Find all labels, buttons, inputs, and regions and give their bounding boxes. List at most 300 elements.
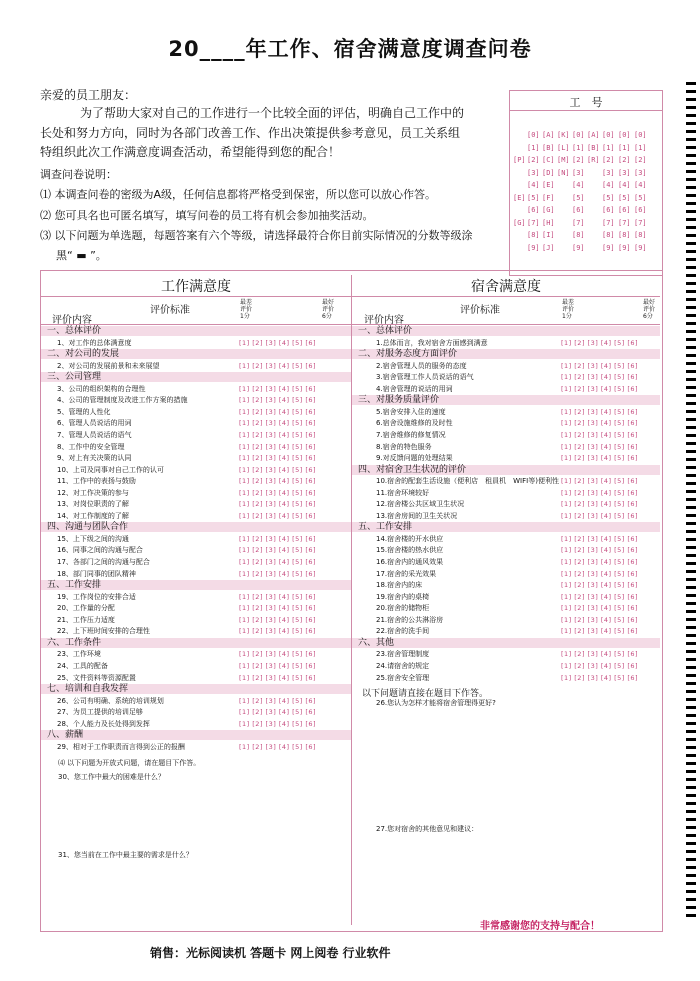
question-text: 5、管理的人性化 [57,407,111,416]
section-header: 二、对公司的发展 [41,349,351,359]
id-bubble[interactable]: [1] [602,143,615,152]
rating-bubbles[interactable]: [1] [2] [3] [4] [5] [6] [239,407,317,416]
section-header: 八、薪酬 [41,730,351,740]
high-score-line: 最好 [322,299,335,306]
low-score-label [240,299,252,320]
rating-bubbles[interactable]: [1] [2] [3] [4] [5] [6] [239,615,317,624]
question-row [352,603,660,613]
question-row [352,488,660,498]
rating-bubbles[interactable]: [1] [2] [3] [4] [5] [6] [239,708,317,717]
rating-bubbles[interactable]: [1] [2] [3] [4] [5] [6] [239,338,317,347]
id-bubble[interactable]: [7] [634,218,647,227]
intro-line: 特组织此次工作满意度调查活动，希望能得到您的配合！ [40,145,341,159]
timing-mark [686,434,696,437]
question-text: 22、上下班时间安排的合理性 [57,627,150,636]
timing-mark [686,754,696,757]
id-bubble[interactable]: [2] [572,156,585,164]
id-bubble[interactable]: [2] [602,156,615,164]
timing-mark [686,362,696,365]
rating-bubbles[interactable]: [1] [2] [3] [4] [5] [6] [561,627,639,636]
question-row [41,418,351,428]
timing-mark [686,458,696,461]
timing-mark [686,186,696,189]
rating-bubbles[interactable]: [1] [2] [3] [4] [5] [6] [239,661,317,670]
id-bubble[interactable]: [8] [634,231,647,239]
question-row [352,372,660,382]
rating-bubbles[interactable]: [1] [2] [3] [4] [5] [6] [239,488,317,497]
timing-mark [686,746,696,749]
timing-mark [686,306,696,309]
rating-bubbles[interactable]: [1] [2] [3] [4] [5] [6] [239,569,317,578]
timing-mark [686,298,696,301]
timing-mark [686,626,696,629]
open-question-note: ⑷ 以下问题为开放式问题，请在题目下作答。 [58,759,201,767]
question-text: 7、管理人员说话的语气 [57,430,132,439]
id-bubble[interactable]: [2] [527,156,540,164]
section-header: 二、对服务态度方面评价 [352,349,660,359]
timing-mark [686,242,696,245]
question-text: 20、工作量的分配 [57,604,115,613]
work-section-heading: 工作满意度 [161,279,231,295]
id-bubble[interactable]: [2] [634,156,647,164]
id-bubble[interactable]: [A] [587,131,600,139]
section-header: 五、工作安排 [352,522,660,532]
id-bubble[interactable]: [1] [618,143,631,152]
question-row [352,673,660,683]
question-text: 3、公司的组织架构的合理性 [57,384,146,393]
question-text: 15、上下级之间的沟通 [57,534,129,543]
timing-mark [686,410,696,413]
rating-bubbles[interactable]: [1] [2] [3] [4] [5] [6] [239,719,317,728]
question-text: 12、对工作决策的参与 [57,488,129,497]
question-row [41,338,351,348]
id-bubble[interactable]: [5] [527,193,540,202]
rating-bubbles[interactable]: [1] [2] [3] [4] [5] [6] [239,534,317,543]
rating-bubbles[interactable]: [1] [2] [3] [4] [5] [6] [239,696,317,705]
id-bubble[interactable]: [7] [527,218,540,227]
rating-bubbles[interactable]: [1] [2] [3] [4] [5] [6] [561,373,639,382]
id-bubble[interactable]: [0] [527,131,540,139]
content-label: 评价内容 [52,315,92,326]
rating-bubbles[interactable]: [1] [2] [3] [4] [5] [6] [561,592,639,601]
rating-bubbles[interactable]: [1] [2] [3] [4] [5] [6] [561,338,639,347]
timing-mark [686,882,696,885]
id-bubble[interactable]: [9] [602,243,615,252]
timing-mark [686,874,696,877]
id-bubble[interactable]: [9] [527,243,540,252]
timing-mark [686,482,696,485]
timing-mark [686,554,696,557]
question-row [41,569,351,579]
open-question-31: 31、您当前在工作中最主要的需求是什么？ [58,851,193,859]
timing-mark [686,474,696,477]
question-row [41,395,351,405]
question-row [352,649,660,659]
question-text: 10.宿舍的配套生活设施（便利店 租員机 WIFI等)便利性 [376,477,559,486]
question-text: 13.宿舍房间的卫生关状况 [376,511,458,520]
section-header: 六、其他 [352,638,660,648]
timing-mark [686,194,696,197]
rating-bubbles[interactable]: [1] [2] [3] [4] [5] [6] [561,454,639,463]
intro-line: 长处和努力方向，同时为各部门改善工作、作出决策提供参考意见，员工关系组 [40,126,461,140]
open-question-27: 27.您对宿舍的其他意见和建议： [376,825,479,833]
timing-mark [686,618,696,621]
question-row [352,361,660,371]
question-row [41,626,351,636]
timing-mark [686,794,696,797]
rating-bubbles[interactable]: [1] [2] [3] [4] [5] [6] [239,742,317,751]
timing-mark [686,634,696,637]
timing-mark [686,762,696,765]
rating-bubbles[interactable]: [1] [2] [3] [4] [5] [6] [561,650,639,659]
high-score-line: 评价 [643,306,656,313]
timing-mark [686,82,696,85]
id-bubble[interactable]: [F] [542,193,555,202]
question-text: 17.宿舍的采光效果 [376,569,437,578]
id-bubble[interactable]: [J] [542,243,555,252]
timing-mark [686,650,696,653]
high-score-label [643,299,655,320]
timing-mark [686,266,696,269]
id-bubble[interactable]: [D] [542,168,555,177]
timing-mark [686,570,696,573]
open-question-30: 30、您工作中最大的困难是什么？ [58,773,165,781]
question-text: 1、对工作的总体满意度 [57,338,132,347]
id-bubble[interactable]: [3] [572,168,585,177]
criteria-label: 评价标准 [460,305,500,316]
timing-mark [686,330,696,333]
rating-bubbles[interactable]: [1] [2] [3] [4] [5] [6] [239,650,317,659]
question-row [41,465,351,475]
id-bubble[interactable]: [G] [542,206,555,214]
question-text: 27、为员工提供的培训足够 [57,708,143,717]
rating-bubbles[interactable]: [1] [2] [3] [4] [5] [6] [561,407,639,416]
timing-mark [686,562,696,565]
rating-bubbles[interactable]: [1] [2] [3] [4] [5] [6] [239,604,317,613]
question-text: 9.对反馈问题的处理结果 [376,454,453,463]
question-row [41,534,351,544]
timing-mark [686,906,696,909]
id-bubble[interactable]: [4] [634,181,647,189]
timing-mark [686,538,696,541]
id-bubble[interactable]: [7] [602,218,615,227]
timing-mark [686,802,696,805]
timing-mark [686,114,696,117]
rating-bubbles[interactable]: [1] [2] [3] [4] [5] [6] [239,511,317,520]
id-bubble[interactable]: [1] [527,143,540,152]
id-bubble[interactable]: [K] [557,131,570,139]
low-score-line: 最差 [562,299,575,306]
timing-mark [686,250,696,253]
question-text: 20.宿舍的储物柜 [376,604,430,613]
id-bubble[interactable]: [I] [542,231,555,239]
question-row [41,615,351,625]
id-bubble[interactable]: [9] [572,243,585,252]
rating-bubbles[interactable]: [1] [2] [3] [4] [5] [6] [239,477,317,486]
id-bubble[interactable]: [3] [602,168,615,177]
id-bubble[interactable]: [0] [572,131,585,139]
question-row [352,511,660,521]
rating-bubbles[interactable]: [1] [2] [3] [4] [5] [6] [561,546,639,555]
id-bubble[interactable]: [G] [513,218,526,227]
rating-bubbles[interactable]: [1] [2] [3] [4] [5] [6] [239,592,317,601]
id-bubble[interactable]: [9] [634,243,647,252]
divider-line [41,296,351,297]
id-bubble[interactable]: [B] [587,143,600,152]
rating-bubbles[interactable]: [1] [2] [3] [4] [5] [6] [239,627,317,636]
id-bubble[interactable]: [6] [602,206,615,214]
rating-bubbles[interactable]: [1] [2] [3] [4] [5] [6] [239,442,317,451]
id-bubble[interactable]: [6] [527,206,540,214]
timing-mark [686,178,696,181]
low-score-line: 评价 [562,306,575,313]
id-bubble[interactable]: [3] [618,168,631,177]
id-bubble[interactable]: [B] [542,143,555,152]
high-score-label [322,299,334,320]
question-row [352,569,660,579]
low-score-line: 1分 [240,313,250,320]
id-bubble[interactable]: [4] [527,181,540,189]
instruction-line: 黑“ ▬ ”。 [56,249,107,262]
id-bubble[interactable]: [3] [634,168,647,177]
timing-mark [686,706,696,709]
question-row [352,661,660,671]
instruction-line: ⑵ 您可具名也可匿名填写，填写问卷的员工将有机会参加抽奖活动。 [40,209,374,222]
question-row [41,442,351,452]
rating-bubbles[interactable]: [1] [2] [3] [4] [5] [6] [561,430,639,439]
id-bubble[interactable]: [7] [572,218,585,227]
question-text: 24、工具的配备 [57,661,108,670]
timing-mark [686,394,696,397]
question-row [41,742,351,752]
question-row [352,476,660,486]
rating-bubbles[interactable]: [1] [2] [3] [4] [5] [6] [561,384,639,393]
timing-mark [686,338,696,341]
timing-mark [686,98,696,101]
question-text: 22.宿舍的洗手间 [376,627,430,636]
id-bubble[interactable]: [0] [634,131,647,139]
rating-bubbles[interactable]: [1] [2] [3] [4] [5] [6] [561,419,639,428]
rating-bubbles[interactable]: [1] [2] [3] [4] [5] [6] [561,511,639,520]
id-bubble[interactable]: [2] [618,156,631,164]
rating-bubbles[interactable]: [1] [2] [3] [4] [5] [6] [561,488,639,497]
timing-mark [686,866,696,869]
timing-mark [686,346,696,349]
rating-bubbles[interactable]: [1] [2] [3] [4] [5] [6] [561,534,639,543]
question-text: 19、工作岗位的安排合适 [57,592,136,601]
timing-mark [686,130,696,133]
timing-mark [686,402,696,405]
instruction-line: ⑶ 以下问题为单选题，每题答案有六个等级，请选择最符合你目前实际情况的分数等级涂 [40,229,473,242]
rating-bubbles[interactable]: [1] [2] [3] [4] [5] [6] [239,384,317,393]
id-bubble[interactable]: [1] [634,143,647,152]
timing-mark [686,778,696,781]
question-row [41,499,351,509]
rating-bubbles[interactable]: [1] [2] [3] [4] [5] [6] [239,419,317,428]
rating-bubbles[interactable]: [1] [2] [3] [4] [5] [6] [561,477,639,486]
id-bubble[interactable]: [H] [542,218,555,227]
page-title: 20____年工作、宿舍满意度调查问卷 [168,37,532,61]
id-bubble[interactable]: [4] [572,181,585,189]
id-bubble[interactable]: [M] [557,156,570,164]
high-score-line: 最好 [643,299,656,306]
question-row [352,453,660,463]
question-row [41,603,351,613]
rating-bubbles[interactable]: [1] [2] [3] [4] [5] [6] [239,396,317,405]
question-row [41,430,351,440]
timing-mark [686,586,696,589]
question-row [41,476,351,486]
rating-bubbles[interactable]: [1] [2] [3] [4] [5] [6] [239,558,317,566]
id-bubble[interactable]: [3] [527,168,540,177]
timing-mark [686,274,696,277]
question-row [41,453,351,463]
rating-bubbles[interactable]: [1] [2] [3] [4] [5] [6] [239,546,317,555]
rating-bubbles[interactable]: [1] [2] [3] [4] [5] [6] [239,673,317,682]
timing-mark [686,426,696,429]
section-header: 四、沟通与团队合作 [41,522,351,532]
low-score-line: 最差 [240,299,253,306]
timing-mark [686,714,696,717]
id-bubble[interactable]: [C] [542,156,555,164]
id-bubble[interactable]: [7] [618,218,631,227]
rating-bubbles[interactable]: [1] [2] [3] [4] [5] [6] [561,558,639,566]
id-bubble[interactable]: [R] [587,156,600,164]
employee-id-title: 工 号 [510,94,662,111]
question-text: 15.宿舍楼的热水供应 [376,546,444,555]
timing-mark [686,170,696,173]
id-bubble[interactable]: [P] [513,156,526,164]
timing-mark [686,834,696,837]
id-bubble[interactable]: [6] [618,206,631,214]
question-row [41,592,351,602]
id-bubble[interactable]: [8] [618,231,631,239]
criteria-label: 评价标准 [150,305,190,316]
timing-mark [686,466,696,469]
id-bubble[interactable]: [N] [557,168,570,177]
timing-mark [686,642,696,645]
timing-mark [686,602,696,605]
question-text: 11.宿舍环境较好 [376,488,430,497]
question-row [352,534,660,544]
id-bubble[interactable]: [E] [513,193,526,202]
question-row [352,499,660,509]
timing-mark [686,682,696,685]
question-row [41,361,351,371]
timing-marks [686,82,696,922]
question-text: 19.宿舍内的桌椅 [376,592,430,601]
rating-bubbles[interactable]: [1] [2] [3] [4] [5] [6] [561,661,639,670]
id-bubble[interactable]: [8] [602,231,615,239]
timing-mark [686,770,696,773]
rating-bubbles[interactable]: [1] [2] [3] [4] [5] [6] [239,430,317,439]
question-text: 21.宿舍的公共淋浴房 [376,615,444,624]
question-row [352,545,660,555]
question-text: 17、各部门之间的沟通与配合 [57,558,150,566]
rating-bubbles[interactable]: [1] [2] [3] [4] [5] [6] [561,615,639,624]
id-bubble[interactable]: [L] [557,143,570,152]
question-row [41,707,351,717]
rating-bubbles[interactable]: [1] [2] [3] [4] [5] [6] [561,361,639,370]
id-bubble[interactable]: [5] [572,193,585,202]
timing-mark [686,282,696,285]
rating-bubbles[interactable]: [1] [2] [3] [4] [5] [6] [239,454,317,463]
id-bubble[interactable]: [0] [602,131,615,139]
timing-mark [686,106,696,109]
question-row [352,592,660,602]
timing-mark [686,578,696,581]
rating-bubbles[interactable]: [1] [2] [3] [4] [5] [6] [561,604,639,613]
timing-mark [686,690,696,693]
timing-mark [686,666,696,669]
timing-mark [686,810,696,813]
id-bubble[interactable]: [4] [602,181,615,189]
high-score-line: 6分 [643,313,653,320]
id-bubble[interactable]: [A] [542,131,555,139]
timing-mark [686,442,696,445]
id-bubble[interactable]: [8] [527,231,540,239]
question-row [41,384,351,394]
low-score-label [562,299,574,320]
question-text: 18、部门同事的团队精神 [57,569,136,578]
id-bubble[interactable]: [5] [618,193,631,202]
open-question-note: 以下问题请直接在题目下作答。 [362,689,489,699]
question-row [352,418,660,428]
rating-bubbles[interactable]: [1] [2] [3] [4] [5] [6] [561,500,639,509]
question-text: 8.宿舍的特色服务 [376,442,432,451]
question-text: 18.宿舍内的床 [376,581,423,590]
timing-mark [686,738,696,741]
rating-bubbles[interactable]: [1] [2] [3] [4] [5] [6] [561,673,639,682]
id-bubble[interactable]: [4] [618,181,631,189]
id-bubble[interactable]: [E] [542,181,555,189]
question-row [41,511,351,521]
id-bubble[interactable]: [0] [618,131,631,139]
timing-mark [686,890,696,893]
id-bubble[interactable]: [6] [572,206,585,214]
timing-mark [686,354,696,357]
question-text: 10、上司及同事对自己工作的认可 [57,465,164,474]
id-bubble[interactable]: [5] [602,193,615,202]
timing-mark [686,546,696,549]
id-bubble[interactable]: [1] [572,143,585,152]
timing-mark [686,418,696,421]
rating-bubbles[interactable]: [1] [2] [3] [4] [5] [6] [561,569,639,578]
timing-mark [686,514,696,517]
rating-bubbles[interactable]: [1] [2] [3] [4] [5] [6] [239,361,317,370]
low-score-line: 1分 [562,313,572,320]
timing-mark [686,786,696,789]
high-score-line: 6分 [322,313,332,320]
content-label: 评价内容 [364,315,404,326]
question-row [352,626,660,636]
question-row [352,580,660,590]
timing-mark [686,122,696,125]
dorm-section-heading: 宿舍满意度 [471,279,541,295]
timing-mark [686,210,696,213]
rating-bubbles[interactable]: [1] [2] [3] [4] [5] [6] [239,500,317,509]
id-bubble[interactable]: [5] [634,193,647,202]
rating-bubbles[interactable]: [1] [2] [3] [4] [5] [6] [561,581,639,590]
timing-mark [686,530,696,533]
rating-bubbles[interactable]: [1] [2] [3] [4] [5] [6] [561,442,639,451]
question-row [41,661,351,671]
rating-bubbles[interactable]: [1] [2] [3] [4] [5] [6] [239,465,317,474]
id-bubble[interactable]: [9] [618,243,631,252]
id-bubble[interactable]: [6] [634,206,647,214]
id-bubble[interactable]: [8] [572,231,585,239]
timing-mark [686,506,696,509]
